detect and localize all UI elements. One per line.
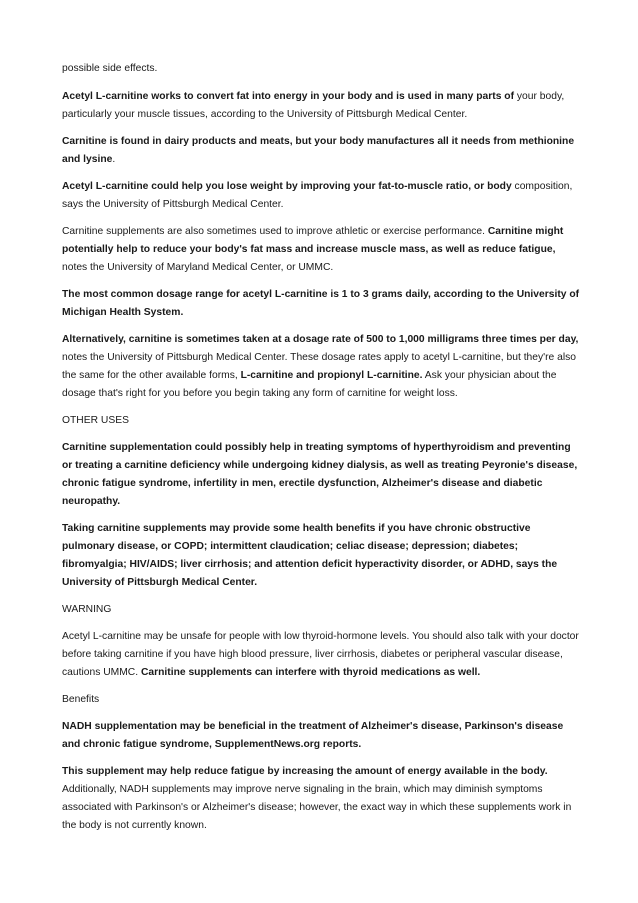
paragraph [62, 331, 580, 403]
text-run: possible side effects. [62, 63, 158, 74]
text-run: Benefits [62, 694, 100, 705]
paragraph [62, 178, 580, 214]
bold-text-run: This supplement may help reduce fatigue by increasing the amount of energy available in the body. [62, 766, 548, 777]
text-run: Additionally, NADH supplements may improve nerve signaling in the brain, which may diminish symptoms associated with Parkinson's or Alzheimer's disease; however, the exact way in which these supplements work in the body is not currently known. [62, 784, 572, 831]
paragraph [62, 763, 580, 835]
bold-text-run: Acetyl L-carnitine could help you lose weight by improving your fat-to-muscle ratio, or body [62, 181, 512, 192]
text-run: WARNING [62, 604, 112, 615]
text-run: composition, says the University of Pittsburgh Medical Center. [62, 181, 573, 210]
bold-text-run: Taking carnitine supplements may provide some health benefits if you have chronic obstructive pulmonary disease, or COPD; intermittent claudication; celiac disease; depression; diabetes; fibromyalgia; HIV/AIDS; liver cirrhosis; and attention deficit hyperactivity disorder, or ADHD, says the University of Pittsburgh Medical Center. [62, 523, 558, 588]
paragraph [62, 439, 580, 511]
bold-text-run: L-carnitine and propionyl L-carnitine. [240, 370, 423, 381]
paragraph [62, 223, 580, 277]
bold-text-run: Acetyl L-carnitine works to convert fat into energy in your body and is used in many parts of [62, 91, 515, 102]
bold-text-run: Carnitine supplements can interfere with thyroid medications as well. [140, 667, 481, 678]
paragraph [62, 520, 580, 592]
text-run: Acetyl L-carnitine may be unsafe for people with low thyroid-hormone levels. You should also talk with your doctor before taking carnitine if you have high blood pressure, liver cirrhosis, diabetes or peripheral vascular disease, cautions UMMC. [62, 631, 579, 678]
paragraph [62, 133, 580, 169]
text-run: Carnitine supplements are also sometimes used to improve athletic or exercise performance. [62, 226, 488, 237]
text-run: notes the University of Pittsburgh Medical Center. These dosage rates apply to acetyl L-carnitine, but they're also the same for the other available forms, [62, 352, 577, 381]
text-run: Ask your physician about the dosage that's right for you before you begin taking any form of carnitine for weight loss. [62, 370, 557, 399]
section-heading-warning [62, 601, 580, 619]
paragraph [62, 628, 580, 682]
section-heading-other-uses [62, 412, 580, 430]
paragraph [62, 286, 580, 322]
bold-text-run: Alternatively, carnitine is sometimes taken at a dosage rate of 500 to 1,000 milligrams three times per day, [62, 334, 579, 345]
paragraph [62, 718, 580, 754]
bold-text-run: Carnitine might potentially help to reduce your body's fat mass and increase muscle mass, as well as reduce fatigue, [62, 226, 564, 255]
paragraph [62, 60, 580, 78]
bold-text-run: Carnitine is found in dairy products and meats, but your body manufactures all it needs from methionine and lysine [62, 136, 575, 165]
bold-text-run: NADH supplementation may be beneficial in the treatment of Alzheimer's disease, Parkinson's disease and chronic fatigue syndrome, SupplementNews.org reports. [62, 721, 564, 750]
text-run: OTHER USES [62, 415, 129, 426]
section-heading-benefits [62, 691, 580, 709]
text-run: . [112, 154, 116, 165]
text-run: notes the University of Maryland Medical Center, or UMMC. [62, 262, 334, 273]
bold-text-run: The most common dosage range for acetyl L-carnitine is 1 to 3 grams daily, according to the University of Michigan Health System. [62, 289, 580, 318]
paragraph [62, 88, 580, 124]
text-run: your body, particularly your muscle tissues, according to the University of Pittsburgh Medical Center. [62, 91, 565, 120]
bold-text-run: Carnitine supplementation could possibly help in treating symptoms of hyperthyroidism and preventing or treating a carnitine deficiency while undergoing kidney dialysis, as well as treating Peyronie's disease, chronic fatigue syndrome, infertility in men, erectile dysfunction, Alzheimer's disease and diabetic neuropathy. [62, 442, 578, 507]
